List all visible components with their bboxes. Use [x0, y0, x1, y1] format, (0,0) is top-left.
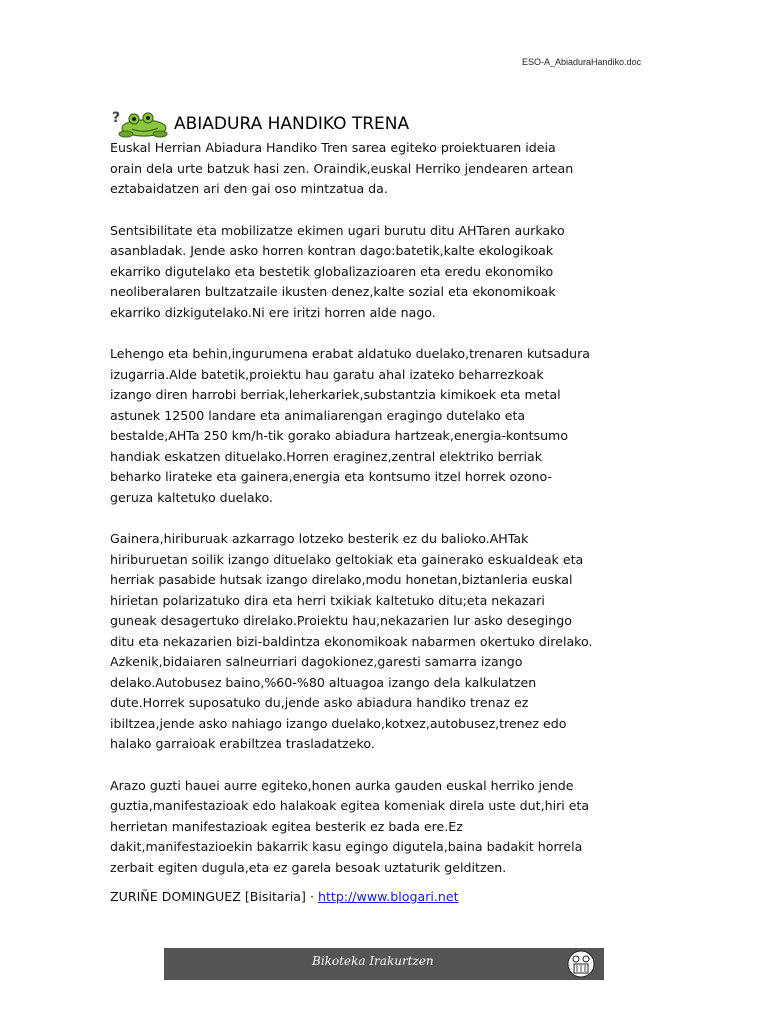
document-title: ABIADURA HANDIKO TRENA [174, 114, 410, 134]
svg-text:?: ? [112, 110, 121, 126]
blog-link[interactable]: http://www.blogari.net [317, 889, 459, 904]
question-frog-icon [110, 108, 174, 140]
document-body [110, 138, 670, 899]
footer-banner [164, 948, 604, 980]
paragraph-1: Euskal Herrian Abiadura Handiko Tren sarea egiteko proiektuaren ideia orain dela urte batzuk hasi zen. Oraindik,euskal Herriko jendearen artean eztabaidatzen ari den gai oso mintzatua da. [110, 140, 574, 196]
paragraph-4: Gainera,hiriburuak azkarrago lotzeko besterik ez du balioko.AHTak hiriburuetan soilik izango dituelako geltokiak eta gainerako eskualdeak eta herriak pasabide hutsak izango direlako,modu honetan,biztanleria euskal hirietan polarizatuko dira eta herri txikiak kaltetuko ditu;eta nekazari guneak desagertuko direlako.Proiektu hau,nekazarien lur asko desegingo ditu eta nekazarien bizi-baldintza ekonomikoak nabarmen okertuko direlako. Azkenik,bidaiaren salneurriari dagokionez,garesti samarra izango delako.Autobusez baino,%60-%80 altuagoa izango dela kalkulatzen dute.Horrek suposatuko du,jende asko abiadura handiko trenaz ez ibiltzea,jende asko nahiago izango duelako,kotxez,autobusez,trenez edo halako garraioak erabiltzea trasladatzeko. [110, 531, 593, 751]
paragraph-2: Sentsibilitate eta mobilizatze ekimen ugari burutu ditu AHTaren aurkako asanbladak. Jende asko horren kontran dago:batetik,kalte ekologikoak ekarriko digutelako eta bestetik globalizazioaren eta eredu ekonomiko neoliberalaren bultzatzaile ikusten denez,kalte sozial eta ekonomikoak ekarriko dizkigutelako.Ni ere iritzi horren alde nago. [110, 222, 565, 320]
document-filename: ESO-A_AbiaduraHandiko.doc [522, 57, 642, 67]
paragraph-3: Lehengo eta behin,ingurumena erabat aldatuko duelako,trenaren kutsadura izugarria.Alde batetik,proiektu hau garatu ahal izateko beharrezkoak izango diren harrobi berriak,leherkariek,substantzia kimikoek eta metal astunek 12500 landare eta animaliarengan eragingo dutelako eta bestalde,AHTa 250 km/h-tik gorako abiadura hartzeak,energia-kontsumo handiak eskatzen dituelako.Horren eraginez,zentral elektriko berriak beharko lirateke eta gainera,energia eta kontsumo itzel horrek ozono- geruza kaltetuko duelako. [110, 346, 590, 505]
paragraph-5: Arazo guzti hauei aurre egiteko,honen aurka gauden euskal herriko jende guztia,manifestazioak edo halakoak egitea komeniak direla uste dut,hiri eta herrietan manifestazioak egitea besterik ez bada ere.Ez dakit,manifestazioekin bakarrik kasu egingo digutela,baina badakit horrela zerbait egiten dugula,eta ez garela besoak uztaturik gelditzen. [110, 777, 590, 875]
signature-author: ZURIÑE DOMINGUEZ [Bisitaria] · [110, 889, 314, 904]
footer-text: Bikoteka Irakurtzen [312, 954, 434, 968]
footer-emblem-icon [566, 949, 596, 979]
signature-line [110, 889, 459, 904]
